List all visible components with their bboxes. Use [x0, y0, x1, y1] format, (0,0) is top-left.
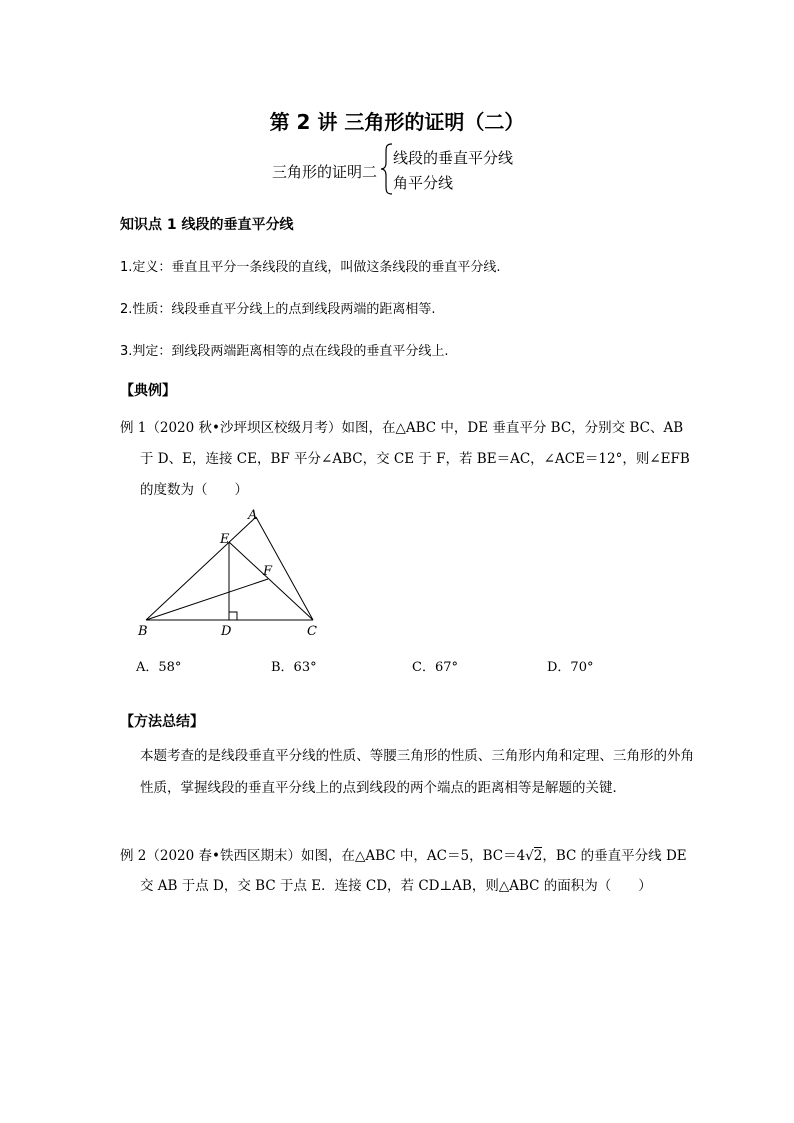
- example1-line1: 例 1（2020 秋•沙坪坝区校级月考）如图，在△ABC 中，DE 垂直平分 BC，分别交 BC、AB: [120, 420, 684, 436]
- criterion-item: 3.判定：到线段两端距离相等的点在线段的垂直平分线上.: [120, 344, 449, 359]
- property-item: 2.性质：线段垂直平分线上的点到线段两端的距离相等.: [120, 302, 436, 317]
- page-title: 第 2 讲 三角形的证明（二）: [269, 110, 525, 134]
- segment-EC: [229, 542, 313, 620]
- curly-brace-icon: [380, 143, 394, 195]
- segment-BA: [146, 517, 256, 620]
- label-B: B: [138, 624, 148, 639]
- option-b: B．63°: [271, 660, 317, 675]
- overview-label: 三角形的证明二: [272, 163, 378, 181]
- option-c: C．67°: [412, 660, 458, 675]
- label-C: C: [307, 624, 317, 639]
- method-summary: 本题考查的是线段垂直平分线的性质、等腰三角形的性质、三角形内角和定理、三角形的外角性质，掌握线段的垂直平分线上的点到线段的两个端点的距离相等是解题的关键．: [140, 748, 694, 796]
- label-D: D: [221, 624, 232, 639]
- example2-line1: [120, 844, 687, 864]
- example2-line1-prefix: 例 2（2020 春•铁西区期末）如图，在△ABC 中，AC＝5，BC＝4: [120, 848, 526, 864]
- label-F: F: [263, 564, 273, 579]
- example2-line1-suffix: ，BC 的垂直平分线 DE: [542, 848, 687, 864]
- right-angle-marker: [229, 612, 237, 620]
- example2-root-value: 2: [533, 848, 543, 864]
- method-heading: 【方法总结】: [120, 714, 204, 730]
- label-A: A: [248, 508, 258, 523]
- example2-line2: 交 AB 于点 D，交 BC 于点 E．连接 CD，若 CD⊥AB，则△ABC 的面积为（ ）: [140, 878, 652, 894]
- option-a: A．58°: [136, 660, 182, 675]
- option-d: D．70°: [547, 660, 594, 675]
- overview-item-perpendicular-bisector: 线段的垂直平分线: [393, 149, 514, 167]
- sqrt-icon: √: [525, 848, 534, 864]
- triangle-figure: [130, 505, 330, 640]
- example1-line2: 于 D、E，连接 CE，BF 平分∠ABC，交 CE 于 F，若 BE＝AC，∠ACE＝12°，则∠EFB: [140, 451, 690, 467]
- overview-item-angle-bisector: 角平分线: [393, 174, 454, 192]
- label-E: E: [220, 532, 230, 547]
- example-heading: 【典例】: [120, 383, 176, 399]
- definition-item: 1.定义：垂直且平分一条线段的直线，叫做这条线段的垂直平分线.: [120, 260, 501, 275]
- section-heading: 知识点 1 线段的垂直平分线: [120, 217, 294, 233]
- segment-BF: [146, 579, 268, 620]
- example1-line3: 的度数为（ ）: [140, 482, 248, 498]
